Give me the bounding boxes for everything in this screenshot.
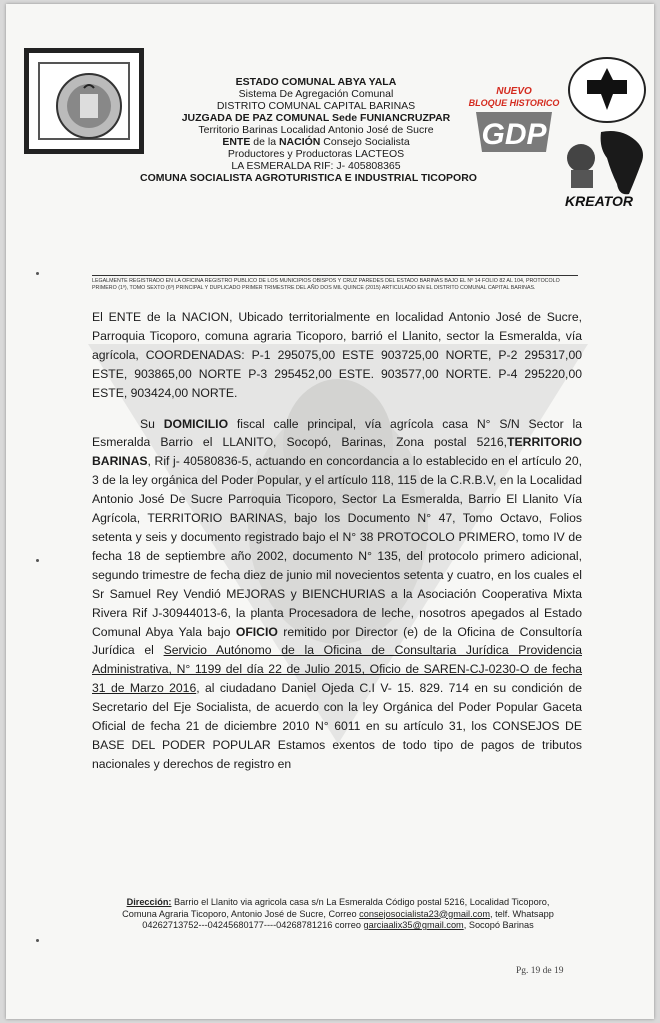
document-footer: [88, 897, 588, 932]
comunal-logo: [24, 48, 144, 154]
gdp-mid-text: BLOQUE HISTORICO: [468, 98, 560, 108]
page-number: Pg. 19 de 19: [516, 966, 564, 976]
margin-dot: [36, 272, 39, 275]
document-body: [92, 308, 582, 786]
header-line-7: Productores y Productoras LACTEOS: [227, 148, 405, 160]
body-paragraph-2: Su DOMICILIO fiscal calle principal, vía agrícola casa N° S/N Sector la Esmeralda Barrio el LLANITO, Socopó, Barinas, Zona postal 5216,TERRITORIO BARINAS, Rif j- 40580836-5, actuando en concordancia a lo establecido en el artículo 20, 3 de la ley orgánica del Poder Popular, y el artículo 118, 115 de la C.R.B.V, en la Localidad Antonio José De Sucre Parroquia Ticoporo, Sector La Esmeralda, Barrio El Llanito Vía Agrícola, TERRITORIO BARINAS, bajo los Documento N° 47, Tomo Octavo, Folios setenta y seis y documento registrado bajo el N° 38 PROTOCOLO PRIMERO, tomo IV de fecha 18 de septiembre año 2002, documento N° 135, del protocolo primero adicional, segundo trimestre de fecha diez de junio mil novecientos setenta y cuatro, en los cuales el Sr Samuel Rey Vendió MEJORAS y BIENCHURIAS a la Asociación Cooperativa Mixta Rivera Rif J-30944013-6, la planta Procesadora de leche, nosotros apegados al Estado Comunal Abya Yala bajo OFICIO remitido por Director (e) de la Oficina de Consultoría Jurídica el Servicio Autónomo de la Oficina de Consultaria Jurídica Providencia Administrativa, N° 1199 del día 22 de Julio 2015, Oficio de SAREN-CJ-0230-O de fecha 31 de Marzo 2016, al ciudadano Daniel Ojeda C.I V- 15. 829. 714 en su condición de Secretario del Eje Socialista, de acuerdo con la ley Orgánica del Poder Popular Gaceta Oficial de fecha 21 de diciembre 2010 N° 6011 en su artículo 31, los CONSEJOS DE BASE DEL PODER POPULAR Estamos exentos de todo tipo de pagos de tributos nacionales y derechos de registro en: [92, 416, 582, 771]
gdp-logo: [466, 82, 562, 164]
body-paragraph-1: El ENTE de la NACION, Ubicado territorialmente en localidad Antonio José de Sucre, Parroquia Ticoporo, comuna agraria Ticoporo, barrió el Llanito, sector la Esmeralda, vía agrícola, COORDENADAS: P-1 295075,00 ESTE 903725,00 NORTE, P-2 295317,00 ESTE, 903865,00 NORTE P-3 295452,00 ESTE. 903577,00 NORTE. P-4 295220,00 ESTE, 903424,00 NORTE.: [92, 310, 582, 400]
header-line-3: DISTRITO COMUNAL CAPITAL BARINAS: [216, 100, 416, 112]
margin-dot: [36, 559, 39, 562]
letterhead: [140, 76, 477, 184]
footer-line-1: Dirección: Barrio el Llanito via agricola casa s/n La Esmeralda Código postal 5216, Localidad Ticoporo,: [126, 897, 550, 907]
email-link-2[interactable]: garciaalix35@gmail.com: [363, 920, 464, 930]
email-link-1[interactable]: consejosocialista23@gmail.com: [359, 908, 490, 919]
footer-line-3: 04262713752---04245680177----04268781216 correo garciaalix35@gmail.com, Socopó Barinas: [142, 920, 534, 930]
header-line-2: Sistema De Agregación Comunal: [238, 88, 394, 100]
header-line-9: COMUNA SOCIALISTA AGROTURISTICA E INDUSTRIAL TICOPORO: [140, 172, 477, 184]
header-line-6: ENTE de la NACIÓN Consejo Socialista: [222, 136, 410, 148]
gdp-top-text: NUEVO: [496, 86, 532, 97]
footer-line-2: Comuna Agraria Ticoporo, Antonio José de Sucre, Correo consejosocialista23@gmail.com, telf. Whatsapp: [122, 908, 554, 919]
margin-dot: [36, 939, 39, 942]
header-line-1: ESTADO COMUNAL ABYA YALA: [235, 76, 397, 88]
kreator-logo: [551, 54, 651, 214]
header-line-4: JUZGADA DE PAZ COMUNAL Sede FUNIANCRUZPAR: [181, 112, 451, 124]
header-line-8: LA ESMERALDA RIF: J- 405808365: [231, 160, 401, 172]
document-page: [6, 4, 654, 1019]
gdp-main-text: GDP: [481, 118, 547, 151]
header-line-5: Territorio Barinas Localidad Antonio José de Sucre: [198, 124, 434, 136]
legal-registration-note: LEGALMENTE REGISTRADO EN LA OFICINA REGISTRO PUBLICO DE LOS MUNICIPIOS OBISPOS Y CRUZ PAREDES DEL ESTADO BARINAS BAJO EL Nº 14 FOLIO 82 AL 104, PROTOCOLO PRIMERO (1º), TOMO SEXTO (6º) PRINCIPAL Y DUPLICADO PRIMER TRIMESTRE DEL AÑO DOS MIL QUINCE (2015) ARTICULADO EN EL DISTRITO COMUNAL CAPITAL BARINAS.: [92, 275, 578, 291]
kreator-text: KREATOR: [565, 193, 633, 209]
